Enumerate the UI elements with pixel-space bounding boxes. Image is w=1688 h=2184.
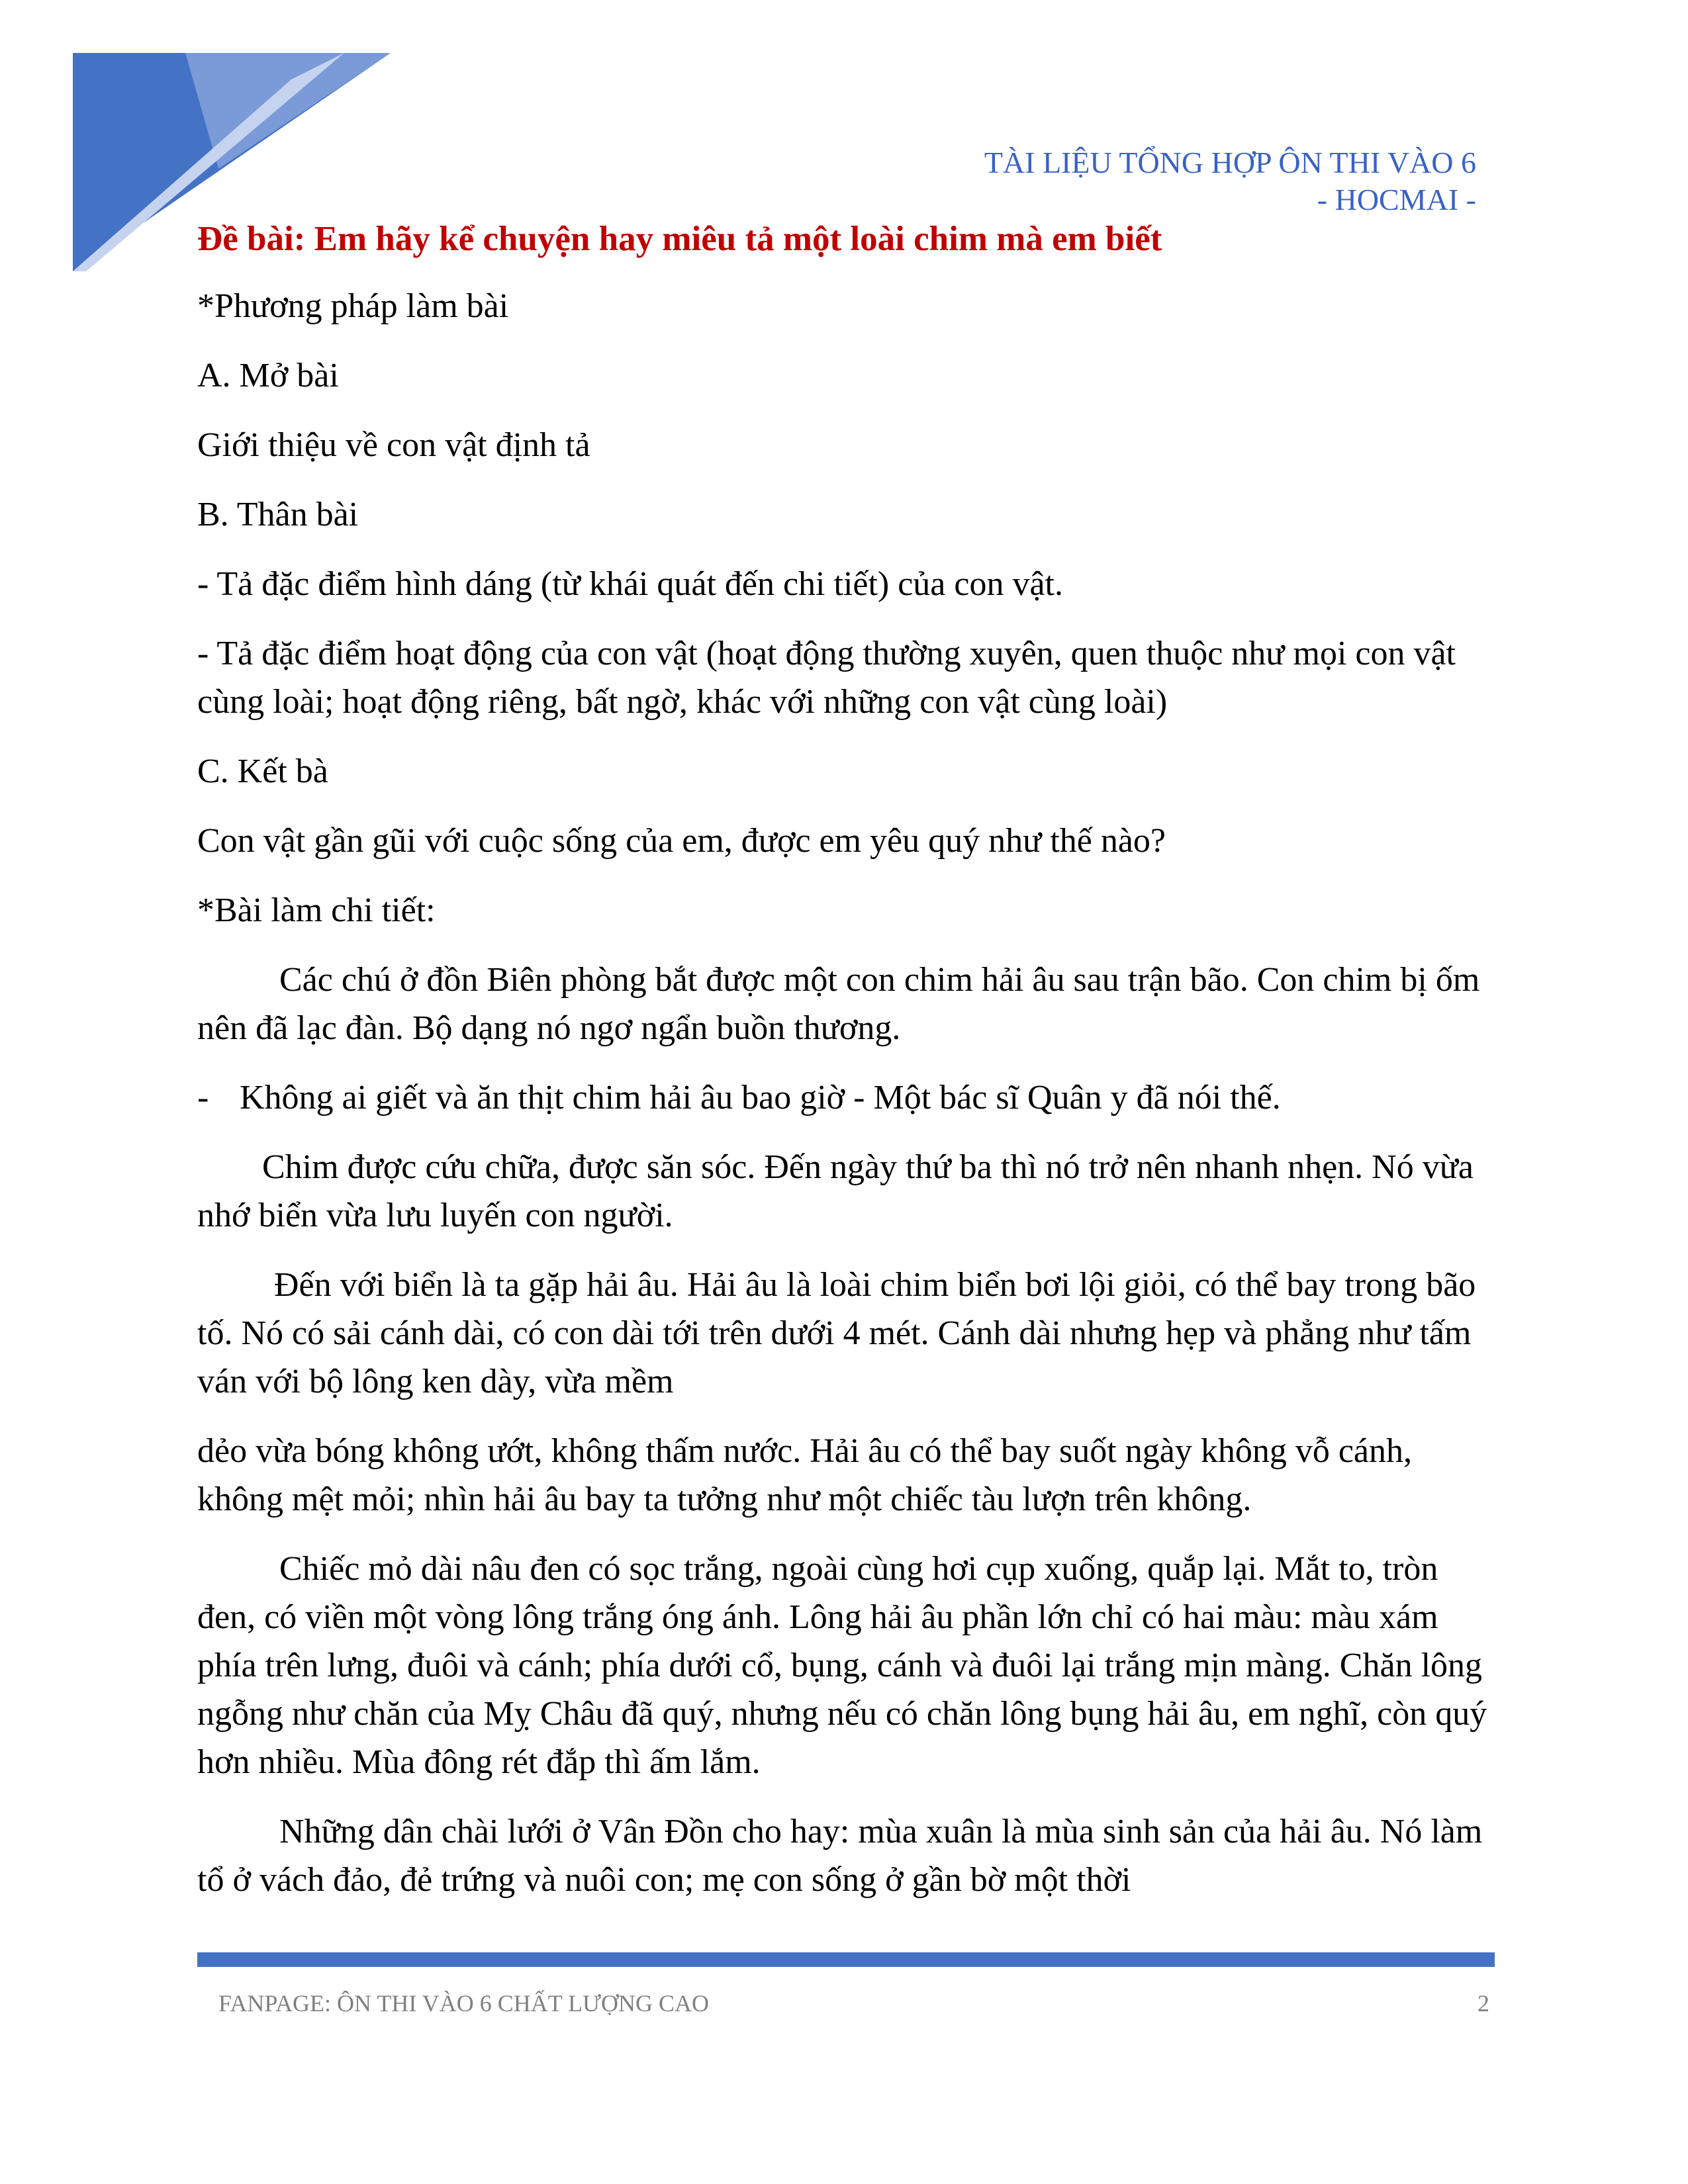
section-b-heading: B. Thân bài — [197, 496, 359, 533]
essay-dialogue-line — [197, 1073, 1495, 1122]
document-header — [984, 144, 1476, 218]
detailed-essay-heading: *Bài làm chi tiết: — [197, 891, 436, 929]
section-b-point-2: - Tả đặc điểm hoạt động của con vật (hoạt động thường xuyên, quen thuộc như mọi con vật cùng loài; hoạt động riêng, bất ngờ, khác với những con vật cùng loài) — [197, 635, 1456, 721]
header-subtitle: - HOCMAI - — [1317, 183, 1476, 216]
essay-paragraph-4: Chiếc mỏ dài nâu đen có sọc trắng, ngoài cùng hơi cụp xuống, quắp lại. Mắt to, tròn đen, có viền một vòng lông trắng óng ánh. Lông hải âu phần lớn chỉ có hai màu: màu xám phía trên lưng, đuôi và cánh; phía dưới cổ, bụng, cánh và đuôi lại trắng mịn màng. Chăn lông ngỗng như chăn của Mỵ Châu đã quý, nhưng nếu có chăn lông bụng hải âu, em nghĩ, còn quý hơn nhiều. Mùa đông rét đắp thì ấm lắm. — [197, 1550, 1487, 1781]
footer-fanpage: FANPAGE: ÔN THI VÀO 6 CHẤT LƯỢNG CAO — [218, 1990, 709, 2017]
method-heading: *Phương pháp làm bài — [197, 287, 509, 325]
essay-paragraph-3: Đến với biển là ta gặp hải âu. Hải âu là loài chim biển bơi lội giỏi, có thể bay trong bão tố. Nó có sải cánh dài, có con dài tới trên dưới 4 mét. Cánh dài nhưng hẹp và phẳng như tấm ván với bộ lông ken dày, vừa mềm — [197, 1266, 1476, 1400]
section-c-text: Con vật gần gũi với cuộc sống của em, được em yêu quý như thế nào? — [197, 822, 1166, 860]
essay-paragraph-3-continued: dẻo vừa bóng không ướt, không thấm nước. Hải âu có thể bay suốt ngày không vỗ cánh, không mệt mỏi; nhìn hải âu bay ta tưởng như một chiếc tàu lượn trên không. — [197, 1432, 1412, 1518]
essay-paragraph-2: Chim được cứu chữa, được săn sóc. Đến ngày thứ ba thì nó trở nên nhanh nhẹn. Nó vừa nhớ biển vừa lưu luyến con người. — [197, 1148, 1474, 1234]
section-a-heading: A. Mở bài — [197, 357, 339, 394]
section-b-point-1: - Tả đặc điểm hình dáng (từ khái quát đến chi tiết) của con vật. — [197, 565, 1063, 603]
page-number: 2 — [1477, 1990, 1489, 2017]
dialogue-dash: - — [197, 1079, 209, 1116]
section-a-text: Giới thiệu về con vật định tả — [197, 426, 590, 464]
header-title: TÀI LIỆU TỔNG HỢP ÔN THI VÀO 6 — [984, 146, 1476, 179]
essay-paragraph-5: Những dân chài lưới ở Vân Đồn cho hay: mùa xuân là mùa sinh sản của hải âu. Nó làm tổ ở vách đảo, đẻ trứng và nuôi con; mẹ con sống ở gần bờ một thời — [197, 1813, 1483, 1899]
footer-divider — [197, 1952, 1495, 1967]
document-body — [197, 215, 1495, 1925]
section-c-heading: C. Kết bà — [197, 752, 328, 790]
essay-paragraph-1: Các chú ở đồn Biên phòng bắt được một con chim hải âu sau trận bão. Con chim bị ốm nên đã lạc đàn. Bộ dạng nó ngơ ngẩn buồn thương. — [197, 961, 1480, 1047]
assignment-title: Đề bài: Em hãy kể chuyện hay miêu tả một loài chim mà em biết — [197, 220, 1162, 258]
dialogue-text: Không ai giết và ăn thịt chim hải âu bao giờ - Một bác sĩ Quân y đã nói thế. — [240, 1079, 1281, 1116]
